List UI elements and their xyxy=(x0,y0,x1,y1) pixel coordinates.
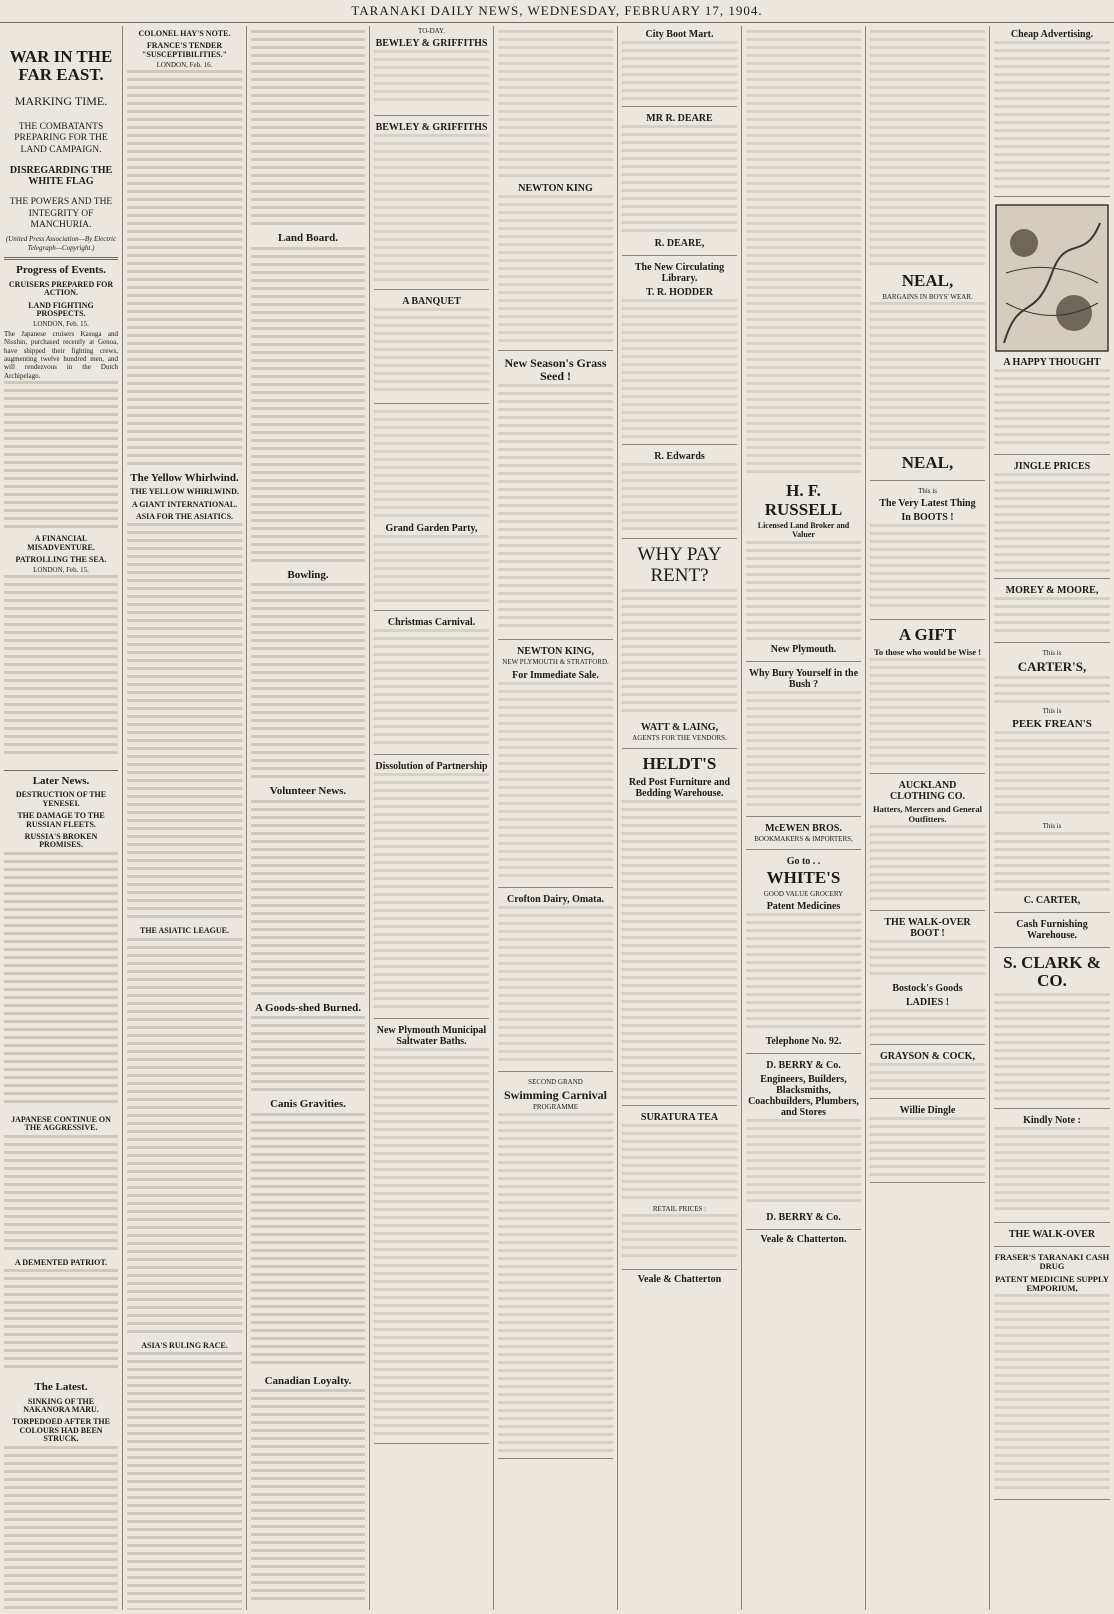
ad-body xyxy=(374,410,489,520)
ad-heading: FRASER'S TARANAKI CASH DRUG xyxy=(994,1251,1110,1272)
ad-whites-grocery xyxy=(746,856,861,1054)
ad-happy-thought xyxy=(994,357,1110,455)
ad-body xyxy=(498,30,613,180)
deck-marking-time: MARKING TIME. xyxy=(14,93,108,108)
ad-heading: Why Bury Yourself in the Bush ? xyxy=(748,667,859,690)
ad-text: This is xyxy=(1042,822,1062,831)
ad-text: AGENTS FOR THE VENDORS. xyxy=(632,733,727,742)
ad-body xyxy=(746,913,861,1033)
ad-morey-moore xyxy=(994,585,1110,643)
column-local-news xyxy=(247,26,370,1610)
section-the-latest: The Latest. xyxy=(34,1381,88,1394)
headline-war-far-east: WAR IN THE FAR EAST. xyxy=(9,47,113,84)
ad-body xyxy=(374,629,489,749)
ad-heading: Grand Garden Party, xyxy=(385,523,478,535)
ad-body xyxy=(622,800,737,1100)
subhead-asiatic-league: THE ASIATIC LEAGUE. xyxy=(140,926,229,936)
ad-heading: THE WALK-OVER xyxy=(1008,1228,1096,1240)
ad-heading: NEWTON KING, xyxy=(516,646,595,658)
subhead-yellow-whirlwind: THE YELLOW WHIRLWIND. xyxy=(130,487,239,497)
ad-heading: New Season's Grass Seed ! xyxy=(504,356,607,384)
body-text-block xyxy=(251,1113,365,1373)
body-text-block xyxy=(4,1446,118,1610)
body-text-block xyxy=(251,30,365,230)
ad-body xyxy=(746,691,861,811)
subhead-nakanora: SINKING OF THE NAKANORA MARU. xyxy=(23,1396,99,1415)
column-carter-ads xyxy=(990,26,1114,1610)
ad-crofton-dairy xyxy=(498,894,613,1072)
ad-body xyxy=(374,773,489,1013)
ornamental-illustration xyxy=(994,203,1110,353)
ad-cash-furnishing xyxy=(994,919,1110,948)
ad-text: RETAIL PRICES : xyxy=(652,1204,707,1213)
ad-body xyxy=(870,524,985,614)
ad-body xyxy=(746,1119,861,1209)
ad-heading: WHY PAY RENT? xyxy=(637,544,722,586)
column-auctions xyxy=(370,26,494,1610)
ad-cheap-advertising xyxy=(994,29,1110,197)
ad-heading: A BANQUET xyxy=(402,296,461,308)
body-text-block xyxy=(251,583,365,783)
ad-heading: New Plymouth Municipal Saltwater Baths. xyxy=(376,1025,487,1048)
ad-body xyxy=(498,682,613,882)
ad-body xyxy=(994,473,1110,573)
ad-heading: For Immediate Sale. xyxy=(512,669,599,681)
ad-heading: Dissolution of Partnership xyxy=(375,761,488,773)
ad-body xyxy=(994,731,1110,821)
body-text-block xyxy=(127,523,242,923)
column-yellow-whirlwind xyxy=(123,26,247,1610)
ad-heading: MR R. DEARE xyxy=(646,113,713,124)
ad-newton-king-2 xyxy=(498,646,613,887)
ad-heading: CARTER'S, xyxy=(1017,659,1087,675)
body-text-block xyxy=(4,1269,118,1379)
ad-body xyxy=(746,30,861,480)
ad-body xyxy=(870,1063,985,1093)
ad-body xyxy=(622,463,737,533)
deck-combatants: THE COMBATANTS PREPARING FOR THE LAND CAMPAIGN. xyxy=(14,122,108,155)
ad-heading: Patent Medicines xyxy=(766,901,841,913)
subhead-colonel-hay: COLONEL HAY'S NOTE. xyxy=(138,29,231,38)
ad-text: SECOND GRAND xyxy=(528,1077,583,1086)
ad-body xyxy=(870,940,985,980)
ad-heading: H. F. RUSSELL xyxy=(764,481,843,519)
ad-body xyxy=(870,1117,985,1177)
ad-heading: GRAYSON & COCK, xyxy=(880,1050,975,1062)
ad-heading: NEAL, xyxy=(901,271,954,290)
ad-body xyxy=(746,541,861,641)
body-text-block xyxy=(4,1135,118,1255)
ad-walk-over xyxy=(994,1229,1110,1247)
body-text-block xyxy=(127,70,242,470)
body-text-block xyxy=(4,381,118,531)
ad-r-edwards xyxy=(622,451,737,539)
masthead: TARANAKI DAILY NEWS, WEDNESDAY, FEBRUARY 17, 1904. xyxy=(0,0,1114,23)
ad-body xyxy=(622,1214,737,1264)
ad-d-berry xyxy=(746,1060,861,1230)
ad-heading: THE WALK-OVER BOOT ! xyxy=(884,916,971,939)
ad-body xyxy=(622,1124,737,1204)
subhead-land-fighting: LAND FIGHTING PROSPECTS. xyxy=(28,300,94,318)
body-text-block xyxy=(127,1352,242,1610)
ad-grass-seed xyxy=(498,357,613,640)
ad-heading: WATT & LAING, xyxy=(640,721,719,733)
ad-body xyxy=(498,384,613,634)
ad-heading: NEAL, xyxy=(901,453,954,473)
ad-text: BOOKMAKERS & IMPORTERS, xyxy=(754,834,853,843)
ad-mr-deare xyxy=(622,113,737,256)
ad-heading: WHITE'S xyxy=(766,868,841,888)
ad-why-pay-rent xyxy=(622,545,737,749)
column-neal-ads xyxy=(866,26,990,1610)
ad-body xyxy=(994,1294,1110,1494)
ad-heading: New Plymouth. xyxy=(770,643,837,655)
ad-text: This is xyxy=(1042,706,1062,715)
ad-a-gift xyxy=(870,626,985,774)
ad-heading: D. BERRY & Co. xyxy=(766,1060,841,1072)
body-text-block xyxy=(4,852,118,1112)
subhead-asias-ruling-race: ASIA'S RULING RACE. xyxy=(141,1340,228,1350)
dateline-london: LONDON, Feb. 15. xyxy=(33,566,89,575)
section-canis-gravities: Canis Gravities. xyxy=(270,1098,346,1111)
ad-body xyxy=(374,308,489,398)
ad-suratura-tea xyxy=(622,1112,737,1270)
body-text-block xyxy=(251,247,365,567)
deck-white-flag: DISREGARDING THE WHITE FLAG xyxy=(9,165,113,187)
ad-heading: The Very Latest Thing xyxy=(879,498,976,510)
ad-kindly-note xyxy=(994,1115,1110,1223)
ad-why-bury-yourself xyxy=(746,668,861,817)
ad-hf-russell xyxy=(746,482,861,662)
ad-heading: BEWLEY & GRIFFITHS xyxy=(375,122,488,134)
ad-body xyxy=(498,195,613,345)
ad-saltwater-baths xyxy=(374,1025,489,1444)
ad-heading: The New Circulating Library. xyxy=(634,262,725,284)
subhead-damage: THE DAMAGE TO THE RUSSIAN FLEETS. xyxy=(17,811,105,829)
ad-text: This is xyxy=(918,486,937,495)
ad-text: TO-DAY. xyxy=(418,27,445,35)
ad-veale-chatterton: Veale & Chatterton xyxy=(637,1274,722,1286)
ad-heading: HELDT'S xyxy=(642,754,717,774)
ad-newton-king xyxy=(498,183,613,351)
ad-body xyxy=(622,125,737,235)
ad-latest-boots xyxy=(870,487,985,620)
subhead-japanese-aggressive: JAPANESE CONTINUE ON THE AGGRESSIVE. xyxy=(11,1114,111,1133)
dateline-london: LONDON, Feb. 16. xyxy=(156,61,213,70)
section-volunteer-news: Volunteer News. xyxy=(269,785,347,798)
section-yellow-whirlwind: The Yellow Whirlwind. xyxy=(130,471,239,484)
ad-heading: R. Edwards xyxy=(654,451,705,462)
ad-s-clark xyxy=(994,954,1110,1109)
ad-mcewen-bros xyxy=(746,823,861,850)
column-newton-king xyxy=(494,26,618,1610)
ad-body xyxy=(374,535,489,605)
ad-body xyxy=(870,1009,985,1039)
ad-text: GOOD VALUE GROCERY xyxy=(763,890,844,899)
ad-carters xyxy=(994,649,1110,913)
ad-heading: T. R. HODDER xyxy=(645,287,714,298)
ad-heading: Hatters, Mercers and General Outfitters. xyxy=(873,804,982,824)
ad-garden-party xyxy=(374,523,489,611)
ad-body xyxy=(622,299,737,439)
body-text-block xyxy=(4,575,118,765)
ad-circulating-library xyxy=(622,262,737,445)
ad-christmas-carnival xyxy=(374,617,489,755)
ad-heading: S. CLARK & CO. xyxy=(1003,952,1101,991)
ad-body xyxy=(374,50,489,110)
ad-heading: A GIFT xyxy=(898,625,957,645)
body-text-block xyxy=(127,938,242,1338)
ad-heldts xyxy=(622,755,737,1106)
column-russell-ads xyxy=(742,26,866,1610)
ad-heading: SURATURA TEA xyxy=(640,1111,719,1123)
ad-body xyxy=(994,597,1110,637)
ad-heading: McEWEN BROS. xyxy=(765,822,842,834)
subhead-giant-international: A GIANT INTERNATIONAL. xyxy=(131,499,238,509)
ad-body xyxy=(994,993,1110,1103)
deck-manchuria: THE POWERS AND THE INTEGRITY OF MANCHURIA. xyxy=(9,197,113,231)
subhead-yenesei: DESTRUCTION OF THE YENESEI. xyxy=(15,790,107,808)
section-later-news: Later News. xyxy=(32,774,90,787)
ad-banquet xyxy=(374,296,489,404)
ad-body xyxy=(870,302,985,452)
divider xyxy=(4,257,118,260)
ad-heading: AUCKLAND CLOTHING CO. xyxy=(889,780,965,803)
ad-body xyxy=(870,30,985,270)
subhead-demented-patriot: A DEMENTED PATRIOT. xyxy=(14,1257,108,1267)
ad-heading: MOREY & MOORE, xyxy=(1005,585,1099,596)
ad-heading: JINGLE PRICES xyxy=(1013,461,1091,472)
ad-veale-chatterton: Veale & Chatterton. xyxy=(760,1234,847,1246)
ad-heading: Swimming Carnival xyxy=(503,1088,607,1103)
ad-heading: Telephone No. 92. xyxy=(765,1036,842,1048)
ad-body xyxy=(870,658,985,768)
ad-heading: Crofton Dairy, Omata. xyxy=(506,893,605,905)
ad-heading: D. BERRY & Co. xyxy=(766,1212,841,1224)
ad-dissolution xyxy=(374,761,489,1019)
ad-heading: PEEK FREAN'S xyxy=(1012,718,1092,731)
ad-grayson-cock xyxy=(870,1051,985,1099)
ad-heading: Cheap Advertising. xyxy=(1010,29,1094,40)
ad-text: BARGAINS IN BOYS' WEAR. xyxy=(882,292,973,301)
ad-bewley-griffiths-2 xyxy=(374,122,489,290)
ad-heading: Bostock's Goods xyxy=(892,982,963,994)
subhead-torpedoed: TORPEDOED AFTER THE COLOURS HAD BEEN STRUCK. xyxy=(12,1417,110,1444)
subhead-asia-for-asiatics: ASIA FOR THE ASIATICS. xyxy=(135,511,234,521)
ad-heading: In BOOTS ! xyxy=(901,512,954,524)
ad-heading: Go to . . xyxy=(786,856,821,868)
ad-body xyxy=(374,1048,489,1438)
ad-body xyxy=(498,906,613,1066)
ad-body xyxy=(374,134,489,284)
ad-heading: City Boot Mart. xyxy=(645,29,714,40)
ad-swimming-carnival xyxy=(498,1078,613,1459)
ad-bewley-griffiths xyxy=(374,27,489,116)
body-text-block xyxy=(251,1389,365,1609)
divider xyxy=(4,770,118,771)
subhead-financial: A FINANCIAL MISADVENTURE. xyxy=(27,534,95,552)
ad-heading: Red Post Furniture and Bedding Warehouse. xyxy=(628,776,731,799)
dateline-london: LONDON, Feb. 15. xyxy=(33,320,89,329)
ad-heading: Engineers, Builders, Blacksmiths, Coachbuilders, Plumbers, and Stores xyxy=(748,1074,859,1119)
ad-body xyxy=(994,369,1110,449)
ad-body xyxy=(994,832,1110,892)
ad-heading: A HAPPY THOUGHT xyxy=(1003,357,1101,368)
subhead-france: FRANCE'S TENDER "SUSCEPTIBILITIES." xyxy=(141,41,228,59)
section-progress-of-events: Progress of Events. xyxy=(16,264,106,277)
ad-heading: Willie Dingle xyxy=(899,1104,956,1116)
ad-heading: Christmas Carnival. xyxy=(387,617,476,629)
section-bowling: Bowling. xyxy=(287,568,329,581)
column-city-ads xyxy=(618,26,742,1610)
ad-heading: PATENT MEDICINE SUPPLY EMPORIUM, xyxy=(995,1273,1109,1294)
ad-heading: LADIES ! xyxy=(905,996,950,1008)
subhead-cruisers: CRUISERS PREPARED FOR ACTION. xyxy=(8,279,114,298)
ad-body xyxy=(622,589,737,719)
section-land-board: Land Board. xyxy=(278,232,338,244)
body-text-block xyxy=(251,1016,365,1096)
ad-heading: To those who would be Wise ! xyxy=(873,646,982,657)
ad-heading: BEWLEY & GRIFFITHS xyxy=(375,38,488,50)
ad-body xyxy=(498,1113,613,1453)
wire-credit: (United Press Association—By Electric Telegraph—Copyright.) xyxy=(5,235,117,252)
body-text-block xyxy=(251,800,365,1000)
ad-body xyxy=(994,1127,1110,1217)
ad-auckland-clothing xyxy=(870,780,985,911)
ad-text: PROGRAMME xyxy=(532,1103,579,1112)
ad-body xyxy=(994,676,1110,706)
ad-jingle-prices xyxy=(994,461,1110,579)
subhead-broken-promises: RUSSIA'S BROKEN PROMISES. xyxy=(24,832,98,850)
ad-city-boot-mart xyxy=(622,29,737,107)
ad-text: NEW PLYMOUTH & STRATFORD. xyxy=(502,658,609,667)
column-war-news xyxy=(0,26,123,1610)
ad-frasers-drug xyxy=(994,1253,1110,1500)
ad-body xyxy=(870,825,985,905)
ad-heading: Licensed Land Broker and Valuer xyxy=(757,521,850,540)
ad-body xyxy=(994,41,1110,191)
ad-walk-over-boot xyxy=(870,917,985,1045)
subhead-patrolling: PATROLLING THE SEA. xyxy=(15,555,107,565)
ad-heading: NEWTON KING xyxy=(518,183,593,194)
ad-body xyxy=(622,41,737,101)
section-canadian-loyalty: Canadian Loyalty. xyxy=(264,1374,352,1387)
ad-heading: Kindly Note : xyxy=(1023,1114,1081,1126)
ad-heading: R. DEARE, xyxy=(654,238,705,249)
ad-text: This is xyxy=(1042,649,1062,657)
paragraph-cruisers: The Japanese cruisers Kasuga and Nisshin, purchased recently at Genoa, have shipped their fighting crews, augmenting twelve hundred men, and will rendezvous in the Dutch Archipelago. xyxy=(4,329,118,380)
ad-heading: C. CARTER, xyxy=(1023,894,1081,906)
ad-heading: Cash Furnishing Warehouse. xyxy=(1016,918,1088,941)
ad-neal xyxy=(870,272,985,481)
ad-willie-dingle xyxy=(870,1105,985,1183)
section-goods-shed-burned: A Goods-shed Burned. xyxy=(254,1001,362,1014)
